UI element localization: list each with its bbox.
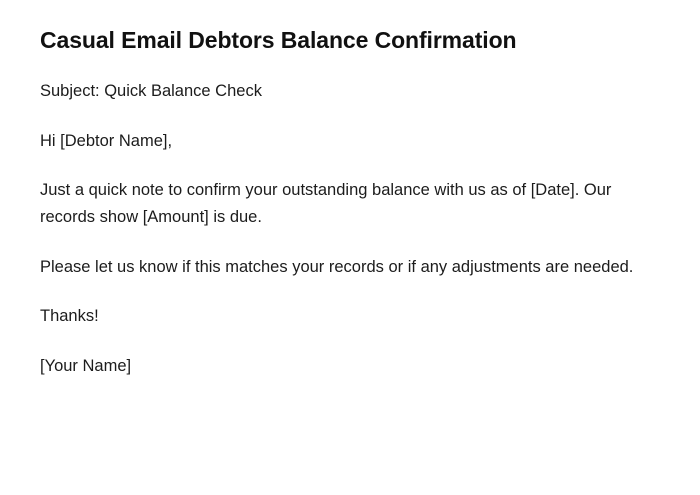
email-greeting: Hi [Debtor Name], bbox=[40, 131, 173, 150]
email-body-paragraph-1: Just a quick note to confirm your outstanding balance with us as of [Date]. Our records show [Amount] is due. bbox=[40, 181, 612, 227]
email-subject-line: Subject: Quick Balance Check bbox=[40, 81, 262, 100]
page-title: Casual Email Debtors Balance Confirmation bbox=[40, 27, 517, 53]
email-closing: Thanks! bbox=[40, 307, 99, 326]
email-body-paragraph-2: Please let us know if this matches your records or if any adjustments are needed. bbox=[40, 257, 634, 276]
email-signature: [Your Name] bbox=[40, 357, 132, 376]
